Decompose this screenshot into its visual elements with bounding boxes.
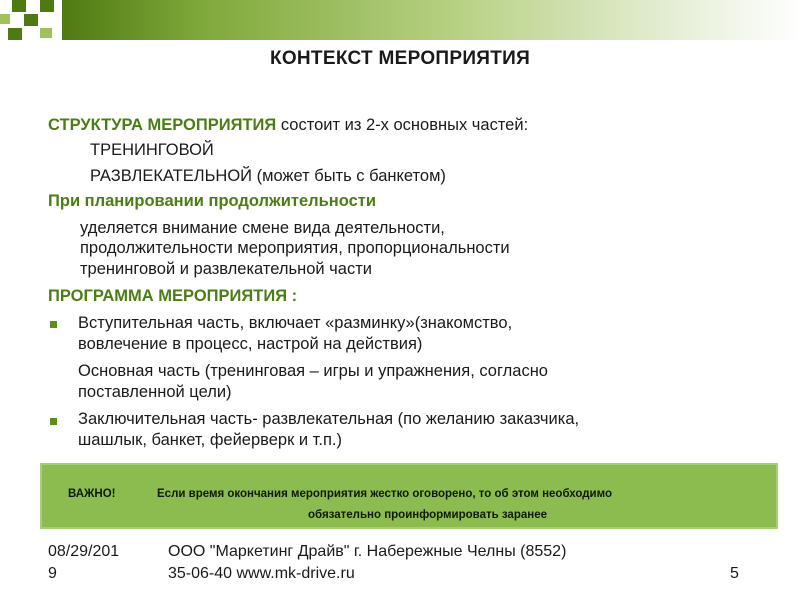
program-item-intro-cont: вовлечение в процесс, настрой на действия) [78,335,423,353]
page-number: 5 [730,565,739,582]
header-band [0,0,800,40]
planning-line: уделяется внимание смене вида деятельности, [80,219,445,237]
program-heading: ПРОГРАММА МЕРОПРИЯТИЯ : [48,287,298,305]
square-bullet-icon [50,321,57,328]
structure-line [48,115,528,135]
planning-heading: При планировании продолжительности [48,192,376,210]
footer-date-line1: 08/29/201 [48,543,120,560]
important-text-line1: Если время окончания мероприятия жестко оговорено, то об этом необходимо [157,488,612,500]
important-label: ВАЖНО! [68,488,116,500]
program-item-intro: Вступительная часть, включает «разминку»(знакомство, [78,314,513,332]
planning-line: тренинговой и развлекательной части [80,260,372,278]
square-bullet-icon [50,418,57,425]
checker-square [12,0,26,12]
structure-heading: СТРУКТУРА МЕРОПРИЯТИЯ [48,116,277,134]
program-item-final: Заключительная часть- развлекательная (по желанию заказчика, [78,410,580,428]
slide-title: КОНТЕКСТ МЕРОПРИЯТИЯ [269,48,531,69]
footer-company [168,541,566,585]
structure-item-training: ТРЕНИНГОВОЙ [90,141,214,159]
structure-text: состоит из 2-х основных частей: [276,116,529,134]
program-item-final-cont: шашлык, банкет, фейерверк и т.п.) [78,431,342,449]
checker-square [40,0,54,12]
important-banner [40,463,778,529]
footer-company-line2: 35-06-40 www.mk-drive.ru [168,565,355,582]
important-text-line2: обязательно проинформировать заранее [308,509,547,521]
planning-line: продолжительности мероприятия, пропорциональности [80,239,510,257]
program-item-main: Основная часть (тренинговая – игры и упражнения, согласно [78,362,548,380]
program-item-main-cont: поставленной цели) [78,383,232,401]
footer-date [48,541,119,585]
footer-date-line2: 9 [48,565,57,582]
checker-square [40,28,52,38]
footer-company-line1: ООО "Маркетинг Драйв" г. Набережные Челны (8552) [168,543,567,560]
checker-square [8,28,22,40]
checker-square [0,14,10,24]
structure-item-entertainment: РАЗВЛЕКАТЕЛЬНОЙ (может быть с банкетом) [90,167,446,185]
checker-square [24,14,38,26]
